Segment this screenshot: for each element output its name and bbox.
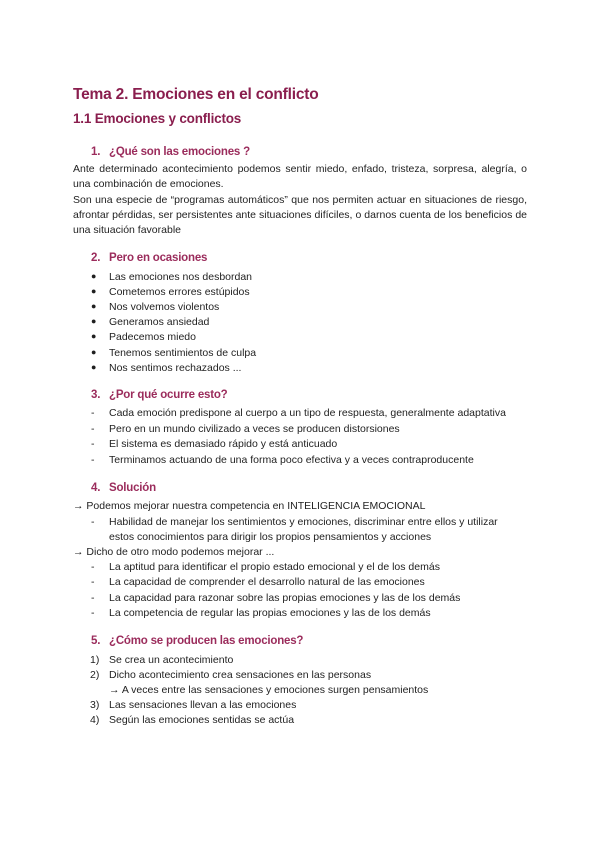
list-item: La capacidad para razonar sobre las propias emociones y las de los demás — [109, 592, 461, 604]
list-item: La capacidad de comprender el desarrollo natural de las emociones — [109, 576, 425, 588]
bullet-dot-icon: ● — [91, 286, 97, 296]
section-heading-text: Solución — [109, 482, 156, 494]
list-item: Habilidad de manejar los sentimientos y emociones, discriminar entre ellos y utilizar — [109, 516, 498, 528]
list-item: Nos volvemos violentos — [109, 301, 220, 313]
list-item: Cada emoción predispone al cuerpo a un tipo de respuesta, generalmente adaptativa — [109, 407, 506, 419]
dash-marker: - — [91, 607, 95, 619]
list-item: Las sensaciones llevan a las emociones — [109, 699, 297, 711]
section-heading-text: ¿Cómo se producen las emociones? — [109, 635, 304, 647]
section-number: 3. — [91, 389, 101, 401]
paragraph: Ante determinado acontecimiento podemos sentir miedo, enfado, tristeza, sorpresa, alegría, o una combinación de emociones. — [73, 163, 527, 190]
list-item: Nos sentimos rechazados ... — [109, 362, 242, 374]
bullet-dot-icon: ● — [91, 362, 97, 372]
list-item: Padecemos miedo — [109, 331, 196, 343]
page-subtitle: 1.1 Emociones y conflictos — [73, 111, 242, 126]
section-heading-5 — [91, 635, 303, 647]
dash-marker: - — [91, 576, 95, 588]
list-item: Las emociones nos desbordan — [109, 271, 253, 283]
bullet-dot-icon: ● — [91, 271, 97, 281]
list-item: Tenemos sentimientos de culpa — [109, 347, 257, 359]
section-heading-3 — [91, 389, 228, 401]
dash-marker: - — [91, 516, 95, 528]
section-heading-1 — [91, 146, 250, 158]
dash-marker: - — [91, 592, 95, 604]
list-item: Pero en un mundo civilizado a veces se producen distorsiones — [109, 423, 400, 435]
list-item-arrow: → A veces entre las sensaciones y emociones surgen pensamientos — [109, 684, 429, 696]
section-heading-text: ¿Qué son las emociones ? — [109, 146, 250, 158]
dash-marker: - — [91, 454, 95, 466]
dash-marker: - — [91, 423, 95, 435]
dash-marker: - — [91, 407, 95, 419]
list-number: 4) — [90, 714, 100, 726]
bullet-dot-icon: ● — [91, 301, 97, 311]
section-heading-text: ¿Por qué ocurre esto? — [109, 389, 228, 401]
list-item-continuation: estos conocimientos para dirigir los propios pensamientos y acciones — [109, 531, 432, 543]
list-item: Según las emociones sentidas se actúa — [109, 714, 295, 726]
section-number: 2. — [91, 252, 101, 264]
list-number: 2) — [90, 669, 100, 681]
list-item: Terminamos actuando de una forma poco efectiva y a veces contraproducente — [109, 454, 474, 466]
list-number: 1) — [90, 654, 100, 666]
arrow-line: → Podemos mejorar nuestra competencia en INTELIGENCIA EMOCIONAL — [73, 500, 426, 512]
list-item: Se crea un acontecimiento — [109, 654, 234, 666]
list-item: El sistema es demasiado rápido y está anticuado — [109, 438, 338, 450]
list-number: 3) — [90, 699, 100, 711]
dash-marker: - — [91, 561, 95, 573]
arrow-line: → Dicho de otro modo podemos mejorar ... — [73, 546, 275, 558]
section-number: 1. — [91, 146, 101, 158]
section-heading-4 — [91, 482, 156, 494]
section-heading-text: Pero en ocasiones — [109, 252, 208, 264]
bullet-dot-icon: ● — [91, 331, 97, 341]
list-item: Cometemos errores estúpidos — [109, 286, 250, 298]
dash-marker: - — [91, 438, 95, 450]
bullet-dot-icon: ● — [91, 347, 97, 357]
page-title: Tema 2. Emociones en el conflicto — [73, 86, 319, 103]
paragraph: Son una especie de “programas automáticos” que nos permiten actuar en situaciones de riesgo, afrontar pérdidas, ser persistentes ante situaciones difíciles, o darnos cuenta de los beneficios de una situación favorable — [73, 194, 527, 236]
list-item: Generamos ansiedad — [109, 316, 210, 328]
list-item: La aptitud para identificar el propio estado emocional y el de los demás — [109, 561, 440, 573]
list-item: La competencia de regular las propias emociones y las de los demás — [109, 607, 431, 619]
list-item: Dicho acontecimiento crea sensaciones en las personas — [109, 669, 372, 681]
section-heading-2 — [91, 252, 207, 264]
section-number: 5. — [91, 635, 101, 647]
section-number: 4. — [91, 482, 101, 494]
bullet-dot-icon: ● — [91, 316, 97, 326]
